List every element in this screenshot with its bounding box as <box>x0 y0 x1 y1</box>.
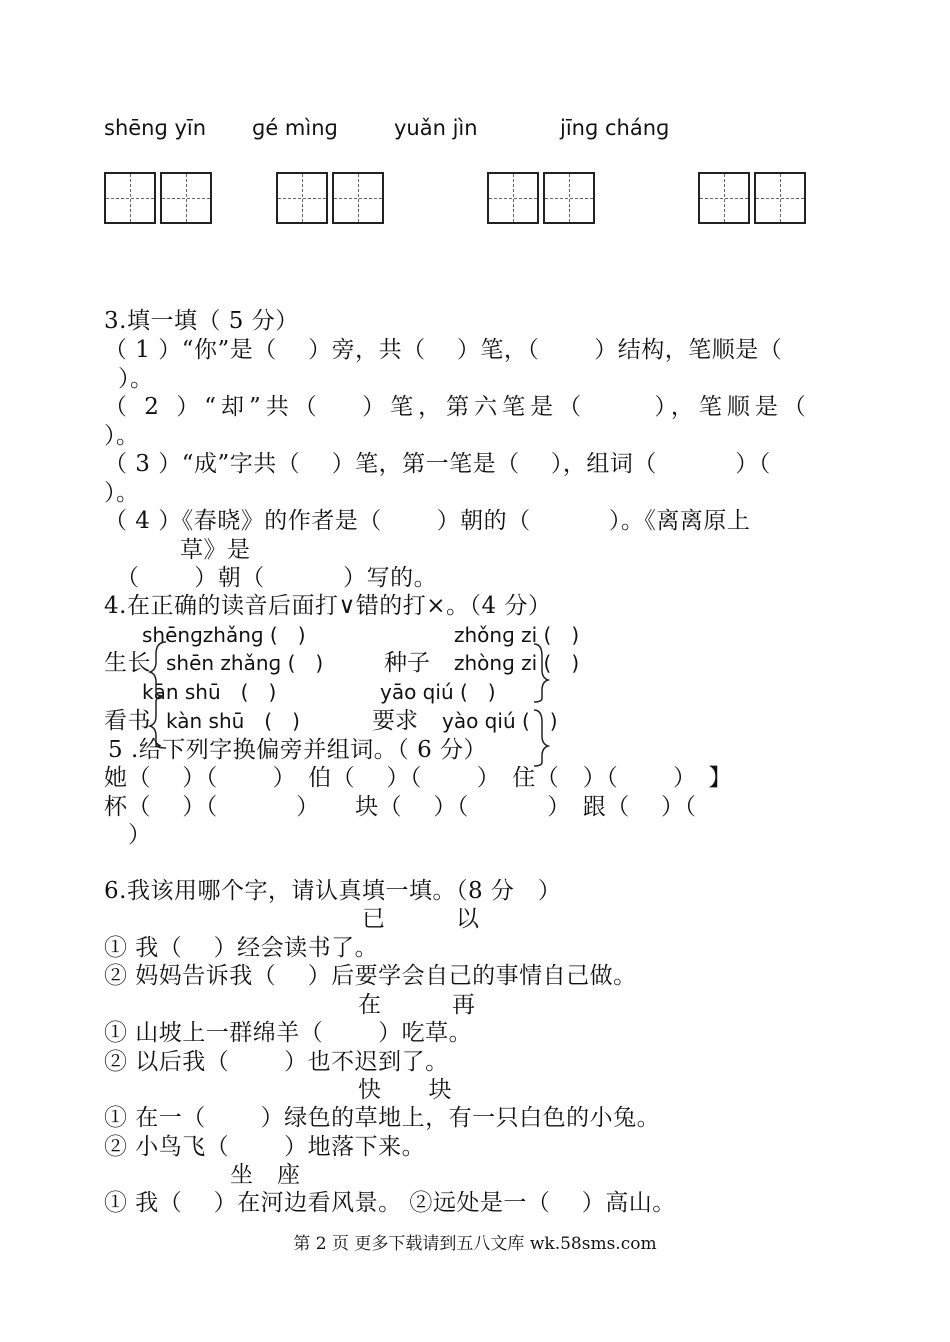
q4-w3-option-a[interactable]: kān shū ( ) <box>142 680 277 704</box>
q4-w4-option-b[interactable]: yào qiú ( ) <box>442 709 558 733</box>
q3-line-1-cont: ）。 <box>118 366 154 392</box>
q6-group-3-options: 快 块 <box>358 1077 452 1103</box>
q6-group-1-options: 已 以 <box>362 906 480 932</box>
q4-word-4: 要求 <box>372 708 418 734</box>
q4-w4-option-a[interactable]: yāo qiú ( ) <box>380 680 496 704</box>
q6-title: 6.我该用哪个字，请认真填一填。（8 分 ） <box>104 878 562 904</box>
q5-line-2: 杯（ ）（ ） 块（ ）（ ） 跟（ ）（ <box>104 794 697 820</box>
q4-w2-option-b[interactable]: zhònɡ zi ( ) <box>454 651 580 675</box>
q6-group-4-a: ① 我（ ）在河边看风景。 ②远处是一（ ）高山。 <box>104 1190 676 1216</box>
grid-cell[interactable] <box>332 172 384 224</box>
page-footer: 第 2 页 更多下载请到五八文库 wk.58sms.com <box>293 1234 657 1254</box>
q4-title: 4.在正确的读音后面打∨错的打×。（4 分） <box>104 593 552 619</box>
q6-group-2-options: 在 再 <box>358 992 476 1018</box>
grid-cell[interactable] <box>104 172 156 224</box>
q4-w1-option-a[interactable]: shēnɡzhǎnɡ ( ) <box>142 623 306 647</box>
q4-word-2: 种子 <box>384 650 430 676</box>
q3-line-2: （ 2 ）“却”共（ ）笔，第六笔是（ ），笔顺是（ <box>104 394 811 420</box>
brace-icon <box>530 640 552 770</box>
q4-word-1: 生长 <box>104 650 151 676</box>
q4-w2-option-a[interactable]: zhǒnɡ zi ( ) <box>454 623 580 647</box>
q6-group-2-a: ① 山坡上一群绵羊（ ）吃草。 <box>104 1020 473 1046</box>
pinyin-1: shēnɡ yīn <box>104 116 207 140</box>
grid-cell[interactable] <box>276 172 328 224</box>
q3-line-3-cont: ）。 <box>104 480 140 506</box>
grid-cell[interactable] <box>543 172 595 224</box>
q5-line-1: 她（ ）（ ） 伯（ ）（ ） 住（ ）（ ） 】 <box>104 765 733 791</box>
q4-w3-option-b[interactable]: kàn shū ( ) <box>166 709 300 733</box>
pinyin-2: ɡé mìnɡ <box>252 116 338 140</box>
q6-group-3-b: ② 小鸟飞（ ）地落下来。 <box>104 1134 426 1160</box>
q3-line-3: （ 3 ）“成”字共（ ）笔，第一笔是（ ），组词（ ）（ <box>104 451 771 477</box>
q5-title: 5 .给下列字换偏旁并组词。（ 6 分） <box>108 737 488 763</box>
q6-group-3-a: ① 在一（ ）绿色的草地上，有一只白色的小兔。 <box>104 1105 661 1131</box>
q4-w1-option-b[interactable]: shēn zhǎnɡ ( ) <box>166 651 324 675</box>
q3-title: 3.填一填（ 5 分） <box>104 308 299 334</box>
grid-cell[interactable] <box>160 172 212 224</box>
q6-group-1-a: ① 我（ ）经会读书了。 <box>104 935 379 961</box>
q4-word-3: 看书 <box>104 708 151 734</box>
q6-group-2-b: ② 以后我（ ）也不迟到了。 <box>104 1049 449 1075</box>
q3-line-4-cont: 草》是 <box>180 537 251 563</box>
pinyin-4: jīnɡ chánɡ <box>560 116 670 140</box>
q3-line-2-cont: ）。 <box>104 423 140 449</box>
grid-cell[interactable] <box>487 172 539 224</box>
q5-line-2-cont: ） <box>128 822 152 848</box>
pinyin-3: yuǎn jìn <box>394 116 478 140</box>
q6-group-1-b: ② 妈妈告诉我（ ）后要学会自己的事情自己做。 <box>104 963 637 989</box>
q3-line-5: （ ）朝（ ）写的。 <box>116 565 438 591</box>
grid-cell[interactable] <box>698 172 750 224</box>
q6-group-4-options: 坐 座 <box>230 1162 301 1188</box>
q3-line-4: （ 4 ）《春晓》的作者是（ ）朝的（ ）。《离离原上 <box>104 508 751 534</box>
grid-cell[interactable] <box>754 172 806 224</box>
q3-line-1: （ 1 ）“你”是（ ）旁，共（ ）笔，（ ）结构，笔顺是（ <box>104 337 783 363</box>
